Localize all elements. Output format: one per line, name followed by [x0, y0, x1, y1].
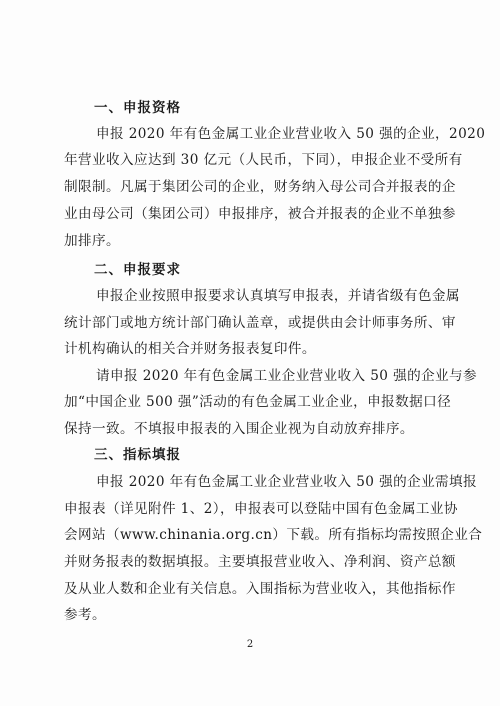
paragraph-line: 会网站（www.chinania.org.cn）下载。所有指标均需按照企业合 — [64, 527, 483, 543]
paragraph-line: 申报表（详见附件 1、2），申报表可以登陆中国有色金属工业协 — [64, 501, 458, 517]
paragraph-line: 加“中国企业 500 强”活动的有色金属工业企业，申报数据口径 — [64, 394, 452, 410]
paragraph-line: 申报 2020 年有色金属工业企业营业收入 50 强的企业需填报 — [96, 474, 478, 490]
paragraph-line: 制限制。凡属于集团公司的企业，财务纳入母公司合并报表的企 — [64, 179, 456, 195]
paragraph-line: 年营业收入应达到 30 亿元（人民币，下同），申报企业不受所有 — [64, 152, 463, 168]
paragraph-line: 加排序。 — [64, 233, 120, 249]
paragraph-line: 申报 2020 年有色金属工业企业营业收入 50 强的企业，2020 — [96, 126, 486, 142]
paragraph-line: 计机构确认的相关合并财务报表复印件。 — [64, 341, 316, 357]
page-number: 2 — [246, 639, 254, 650]
paragraph-line: 及从业人数和企业有关信息。入围指标为营业收入，其他指标作 — [64, 581, 456, 597]
paragraph-line: 参考。 — [64, 607, 106, 623]
paragraph-line: 统计部门或地方统计部门确认盖章，或提供由会计师事务所、审 — [64, 315, 456, 331]
paragraph-line: 申报企业按照申报要求认真填写申报表，并请省级有色金属 — [96, 288, 460, 304]
paragraph-line: 请申报 2020 年有色金属工业企业营业收入 50 强的企业与参 — [96, 368, 478, 384]
paragraph-line: 业由母公司（集团公司）申报排序，被合并报表的企业不单独参 — [64, 206, 456, 222]
paragraph-line: 保持一致。不填报申报表的入围企业视为自动放弃排序。 — [64, 421, 414, 437]
section-heading-requirements: 二、申报要求 — [94, 262, 181, 278]
section-heading-indicators: 三、指标填报 — [94, 447, 181, 463]
paragraph-line: 并财务报表的数据填报。主要填报营业收入、净利润、资产总额 — [64, 554, 456, 570]
section-heading-eligibility: 一、申报资格 — [94, 100, 181, 116]
